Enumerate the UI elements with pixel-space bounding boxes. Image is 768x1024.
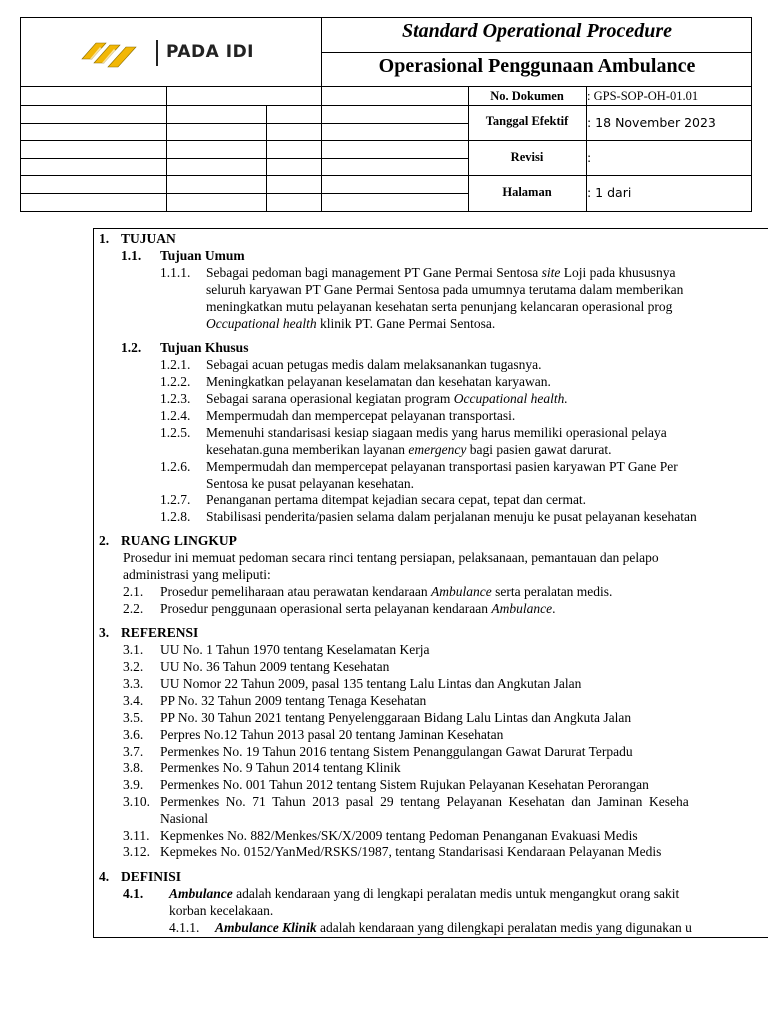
ref-text: PP No. 32 Tahun 2009 tentang Tenaga Kesehatan [160, 693, 427, 708]
company-name: PADA IDI [166, 42, 255, 62]
item-text: Prosedur pemeliharaan atau perawatan kendaraan Ambulance serta peralatan medis. [160, 584, 613, 599]
ref-number: 3.12. [123, 844, 150, 859]
meta-value-halaman: : 1 dari [587, 185, 632, 200]
ref-number: 3.11. [123, 828, 150, 843]
paragraph-text: administrasi yang meliputi: [123, 567, 271, 582]
doc-subtitle: Operasional Penggunaan Ambulance [378, 55, 696, 77]
item-text: Penanganan pertama ditempat kejadian secara cepat, tepat dan cermat. [206, 492, 587, 507]
item-text: Memenuhi standarisasi kesiap siagaan medis yang harus memiliki operasional pelaya [206, 425, 667, 440]
ref-text: Nasional [160, 811, 208, 826]
meta-label-halaman: Halaman [502, 185, 552, 199]
section-title-ruang-lingkup: RUANG LINGKUP [121, 533, 237, 548]
ref-number: 3.9. [123, 777, 144, 792]
item-text: meningkatkan mutu pelayanan kesehatan serta penunjang kelancaran operasional prog [206, 299, 673, 314]
section-number: 2. [99, 533, 110, 548]
item-text: kesehatan.guna memberikan layanan emergency bagi pasien gawat darurat. [206, 442, 612, 457]
item-number: 2.1. [123, 584, 144, 599]
doc-title: Standard Operational Procedure [401, 20, 673, 42]
ref-text: UU No. 36 Tahun 2009 tentang Kesehatan [160, 659, 390, 674]
meta-value-revisi: : [587, 150, 592, 165]
item-number: 4.1.1. [169, 920, 200, 935]
section-title-referensi: REFERENSI [121, 625, 199, 640]
meta-value-tanggal-efektif: : 18 November 2023 [587, 115, 716, 130]
item-number: 1.2.2. [160, 374, 191, 389]
section-number: 3. [99, 625, 110, 640]
ref-text: UU No. 1 Tahun 1970 tentang Keselamatan Kerja [160, 642, 430, 657]
meta-label-tanggal-efektif: Tanggal Efektif [485, 114, 569, 128]
item-text: seluruh karyawan PT Gane Permai Sentosa pada umumnya terutama dalam memberikan [206, 282, 684, 297]
ref-text: Permenkes No. 19 Tahun 2016 tentang Sistem Penanggulangan Gawat Darurat Terpadu [160, 744, 633, 759]
company-logo [80, 37, 260, 71]
item-text: Stabilisasi penderita/pasien selama dalam perjalanan menuju ke pusat pelayanan kesehatan [206, 509, 697, 524]
item-text: korban kecelakaan. [169, 903, 274, 918]
subsection-number: 1.2. [121, 340, 142, 355]
ref-text: Perpres No.12 Tahun 2013 pasal 20 tentang Jaminan Kesehatan [160, 727, 504, 742]
logo-divider [156, 40, 158, 66]
subsection-number: 1.1. [121, 248, 142, 263]
item-number: 1.1.1. [160, 265, 191, 280]
section-title-definisi: DEFINISI [121, 869, 182, 884]
item-text: Mempermudah dan mempercepat pelayanan transportasi pasien karyawan PT Gane Per [206, 459, 678, 474]
ref-number: 3.4. [123, 693, 144, 708]
ref-text: Permenkes No. 9 Tahun 2014 tentang Klinik [160, 760, 401, 775]
ref-number: 3.5. [123, 710, 144, 725]
subsection-title-tujuan-khusus: Tujuan Khusus [160, 340, 249, 355]
item-text: Meningkatkan pelayanan keselamatan dan kesehatan karyawan. [206, 374, 551, 389]
item-text: Sebagai acuan petugas medis dalam melaksanankan tugasnya. [206, 357, 542, 372]
ref-number: 3.6. [123, 727, 144, 742]
item-number: 1.2.3. [160, 391, 191, 406]
item-number: 1.2.1. [160, 357, 191, 372]
item-number: 1.2.8. [160, 509, 191, 524]
subsection-title-tujuan-umum: Tujuan Umum [160, 248, 245, 263]
item-text: Sentosa ke pusat pelayanan kesehatan. [206, 476, 415, 491]
item-text: Prosedur penggunaan operasional serta pelayanan kendaraan Ambulance. [160, 601, 556, 616]
item-text: Occupational health klinik PT. Gane Permai Sentosa. [206, 316, 496, 331]
item-number: 1.2.7. [160, 492, 191, 507]
ref-number: 3.10. [123, 794, 150, 809]
section-title-tujuan: TUJUAN [121, 231, 176, 246]
ref-text: UU Nomor 22 Tahun 2009, pasal 135 tentang Lalu Lintas dan Angkutan Jalan [160, 676, 582, 691]
meta-value-no-dokumen: : GPS-SOP-OH-01.01 [587, 89, 699, 103]
item-number: 2.2. [123, 601, 144, 616]
item-text: Sebagai sarana operasional kegiatan program Occupational health. [206, 391, 568, 406]
ref-number: 3.1. [123, 642, 144, 657]
meta-label-no-dokumen: No. Dokumen [490, 89, 564, 103]
ref-number: 3.8. [123, 760, 144, 775]
paragraph-text: Prosedur ini memuat pedoman secara rinci tentang persiapan, pelaksanaan, pemantauan dan pelapo [123, 550, 659, 565]
ref-text: PP No. 30 Tahun 2021 tentang Penyelenggaraan Bidang Lalu Lintas dan Angkuta Jalan [160, 710, 632, 725]
ref-number: 3.7. [123, 744, 144, 759]
item-text: Mempermudah dan mempercepat pelayanan transportasi. [206, 408, 516, 423]
meta-label-revisi: Revisi [510, 150, 544, 164]
section-number: 1. [99, 231, 110, 246]
ref-number: 3.2. [123, 659, 144, 674]
item-text: Sebagai pedoman bagi management PT Gane Permai Sentosa site Loji pada khususnya [206, 265, 676, 280]
item-number: 1.2.4. [160, 408, 191, 423]
ref-text: Kepmekes No. 0152/YanMed/RSKS/1987, tentang Standarisasi Kendaraan Pelayanan Medis [160, 844, 662, 859]
ref-text: Kepmenkes No. 882/Menkes/SK/X/2009 tentang Pedoman Penanganan Evakuasi Medis [160, 828, 638, 843]
ref-text: Permenkes No. 71 Tahun 2013 pasal 29 tentang Pelayanan Kesehatan dan Jaminan Keseha [160, 794, 689, 809]
item-number: 1.2.6. [160, 459, 191, 474]
item-text: Ambulance adalah kendaraan yang di lengkapi peralatan medis untuk mengangkut orang sakit [169, 886, 680, 901]
item-text: Ambulance Klinik adalah kendaraan yang dilengkapi peralatan medis yang digunakan u [215, 920, 692, 935]
logo-mark-icon [80, 37, 144, 71]
item-number: 4.1. [123, 886, 144, 901]
section-number: 4. [99, 869, 110, 884]
ref-text: Permenkes No. 001 Tahun 2012 tentang Sistem Rujukan Pelayanan Kesehatan Perorangan [160, 777, 649, 792]
ref-number: 3.3. [123, 676, 144, 691]
content-box [93, 228, 768, 938]
item-number: 1.2.5. [160, 425, 191, 440]
